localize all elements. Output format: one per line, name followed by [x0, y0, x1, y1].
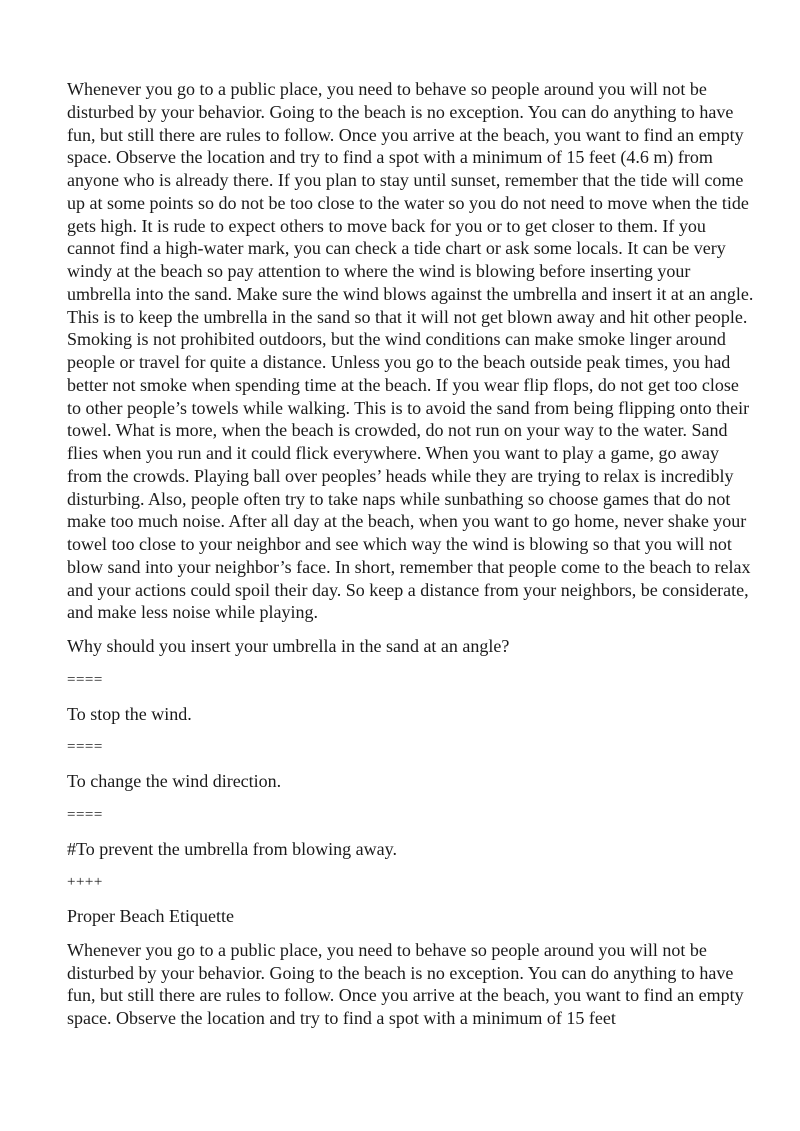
answer-option-2: To change the wind direction.	[67, 771, 282, 791]
question-text: Why should you insert your umbrella in the sand at an angle?	[67, 636, 510, 656]
answer-option-1: To stop the wind.	[67, 703, 192, 724]
end-marker: ++++	[67, 874, 103, 891]
document-title: Proper Beach Etiquette	[67, 906, 234, 926]
answer-option-3-correct: #To prevent the umbrella from blowing away.	[67, 838, 397, 859]
passage-paragraph-repeat: Whenever you go to a public place, you need to behave so people around you will not be disturbed by your behavior. Going to the beach is no exception. You can do anything to have fun, but still there are rules to follow. Once you arrive at the beach, you want to find an empty space. Observe the location and try to find a spot with a minimum of 15 feet	[67, 939, 744, 1028]
document-page	[67, 78, 757, 1041]
separator: ====	[67, 739, 103, 756]
separator: ====	[67, 671, 103, 688]
separator: ====	[67, 806, 103, 823]
passage-paragraph: Whenever you go to a public place, you need to behave so people around you will not be disturbed by your behavior. Going to the beach is no exception. You can do anything to have fun, but still there are rules to follow. Once you arrive at the beach, you want to find an empty space. Observe the location and try to find a spot with a minimum of 15 feet (4.6 m) from anyone who is already there. If you plan to stay until sunset, remember that the tide will come up at some points so do not be too close to the water so you do not need to move when the tide gets high. It is rude to expect others to move back for you or to get closer to them. If you cannot find a high-water mark, you can check a tide chart or ask some locals. It can be very windy at the beach so pay attention to where the wind is blowing before inserting your umbrella into the sand. Make sure the wind blows against the umbrella and insert it at an angle. This is to keep the umbrella in the sand so that it will not get blown away and hit other people. Smoking is not prohibited outdoors, but the wind conditions can make smoke linger around people or travel for quite a distance. Unless you go to the beach outside peak times, you had better not smoke when spending time at the beach. If you wear flip flops, do not get too close to other people’s towels while walking. This is to avoid the sand from being flipping onto their towel. What is more, when the beach is crowded, do not run on your way to the water. Sand flies when you run and it could flick everywhere. When you want to play a game, go away from the crowds. Playing ball over peoples’ heads while they are trying to relax is incredibly disturbing. Also, people often try to take naps while sunbathing so choose games that do not make too much noise. After all day at the beach, when you want to go home, never shake your towel too close to your neighbor and see which way the wind is blowing so that you will not blow sand into your neighbor’s face. In short, remember that people come to the beach to relax and your actions could spoil their day. So keep a distance from your neighbors, be considerate, and make less noise while playing.	[67, 79, 754, 623]
